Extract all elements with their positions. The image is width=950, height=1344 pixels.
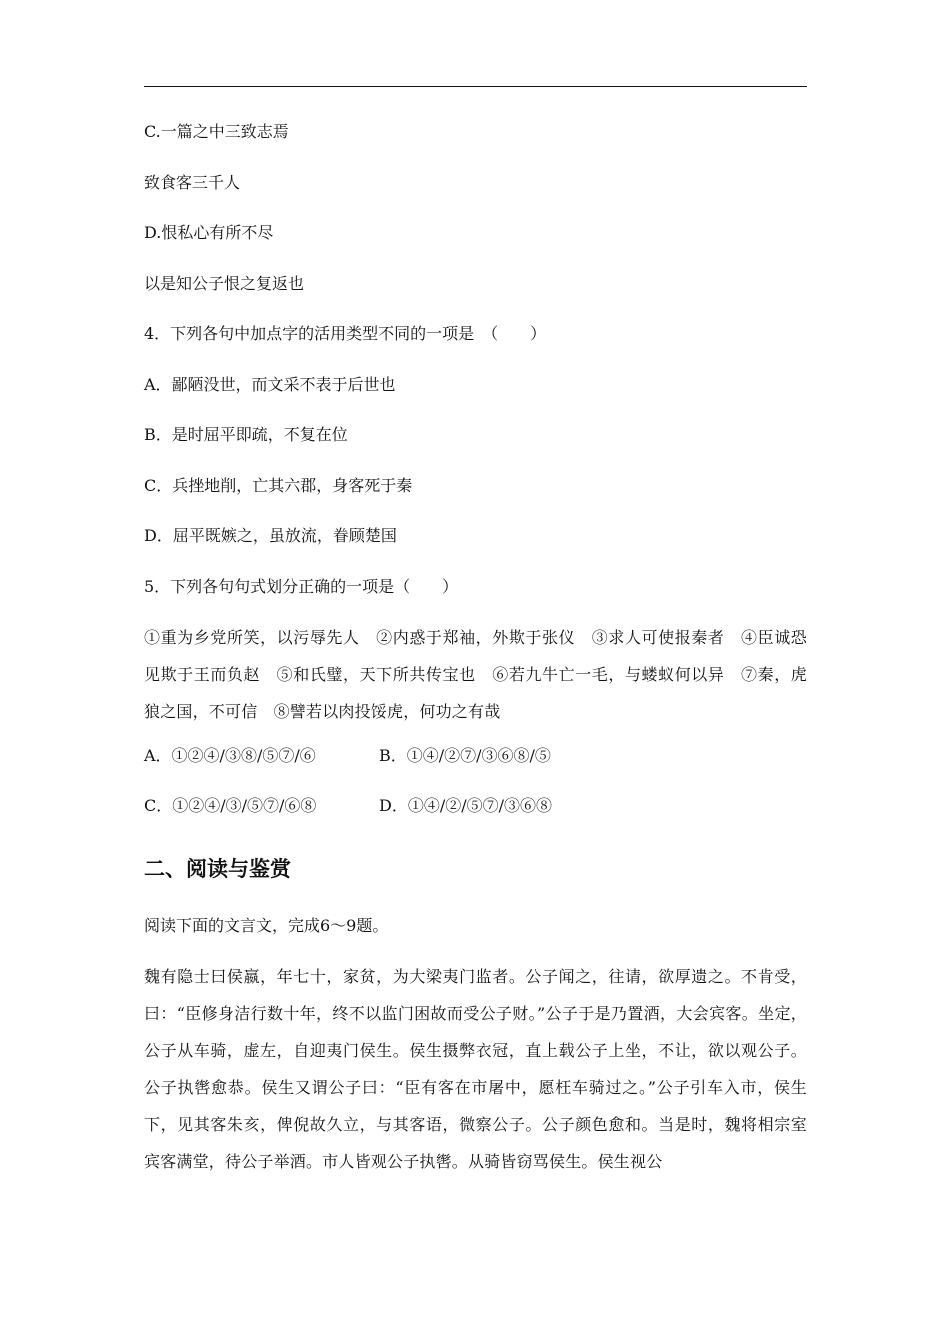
question-4-option: A．鄙陋没世，而文采不表于后世也 <box>144 374 396 394</box>
question-4-stem: 4．下列各句中加点字的活用类型不同的一项是 （ ） <box>144 324 547 343</box>
section-title: 二、阅读与鉴赏 <box>144 857 291 881</box>
question-5-option-c: C．①②④/③/⑤⑦/⑥⑧ <box>144 796 317 815</box>
reading-instruction: 阅读下面的文言文，完成6～9题。 <box>144 916 389 935</box>
question-5-options-row <box>144 744 807 768</box>
option-line: D.恨私心有所不尽 <box>144 223 274 242</box>
question-5-body: ①重为乡党所笑，以污辱先人 ②内惑于郑袖，外欺于张仪 ③求人可使报秦者 ④臣诚恐见欺于王而负赵 ⑤和氏璧，天下所共传宝也 ⑥若九牛亡一毛，与蝼蚁何以异 ⑦秦，虎狼之国，不可信 ⑧譬若以肉投馁虎，何功之有哉 <box>144 627 807 721</box>
question-4-option: C．兵挫地削，亡其六郡，身客死于秦 <box>144 475 413 495</box>
question-5-option-a: A．①②④/③⑧/⑤⑦/⑥ <box>144 745 316 765</box>
question-5-options-row <box>144 794 807 818</box>
question-5-option-b: B．①④/②⑦/③⑥⑧/⑤ <box>379 745 551 765</box>
option-line: 以是知公子恨之复返也 <box>144 273 305 293</box>
question-4-option: B．是时屈平即疏，不复在位 <box>144 425 348 444</box>
question-5-stem: 5．下列各句句式划分正确的一项是（ ） <box>144 576 459 596</box>
header-rule <box>144 86 807 87</box>
document-content <box>144 120 807 1180</box>
option-line: C.一篇之中三致志焉 <box>144 122 289 141</box>
question-5-option-d: D．①④/②/⑤⑦/③⑥⑧ <box>379 796 553 815</box>
reading-passage: 魏有隐士曰侯嬴，年七十，家贫，为大梁夷门监者。公子闻之，往请，欲厚遗之。不肯受，曰：“臣修身洁行数十年，终不以监门困故而受公子财。”公子于是乃置酒，大会宾客。坐定，公子从车骑，虚左，自迎夷门侯生。侯生摄弊衣冠，直上载公子上坐，不让，欲以观公子。公子执辔愈恭。侯生又谓公子曰：“臣有客在市屠中，愿枉车骑过之。”公子引车入市，侯生下，见其客朱亥，俾倪故久立，与其客语，微察公子。公子颜色愈和。当是时，魏将相宗室宾客满堂，待公子举酒。市人皆观公子执辔。从骑皆窃骂侯生。侯生视公 <box>144 967 807 1171</box>
question-4-option: D．屈平既嫉之，虽放流，眷顾楚国 <box>144 526 397 545</box>
option-line: 致食客三千人 <box>144 172 241 192</box>
